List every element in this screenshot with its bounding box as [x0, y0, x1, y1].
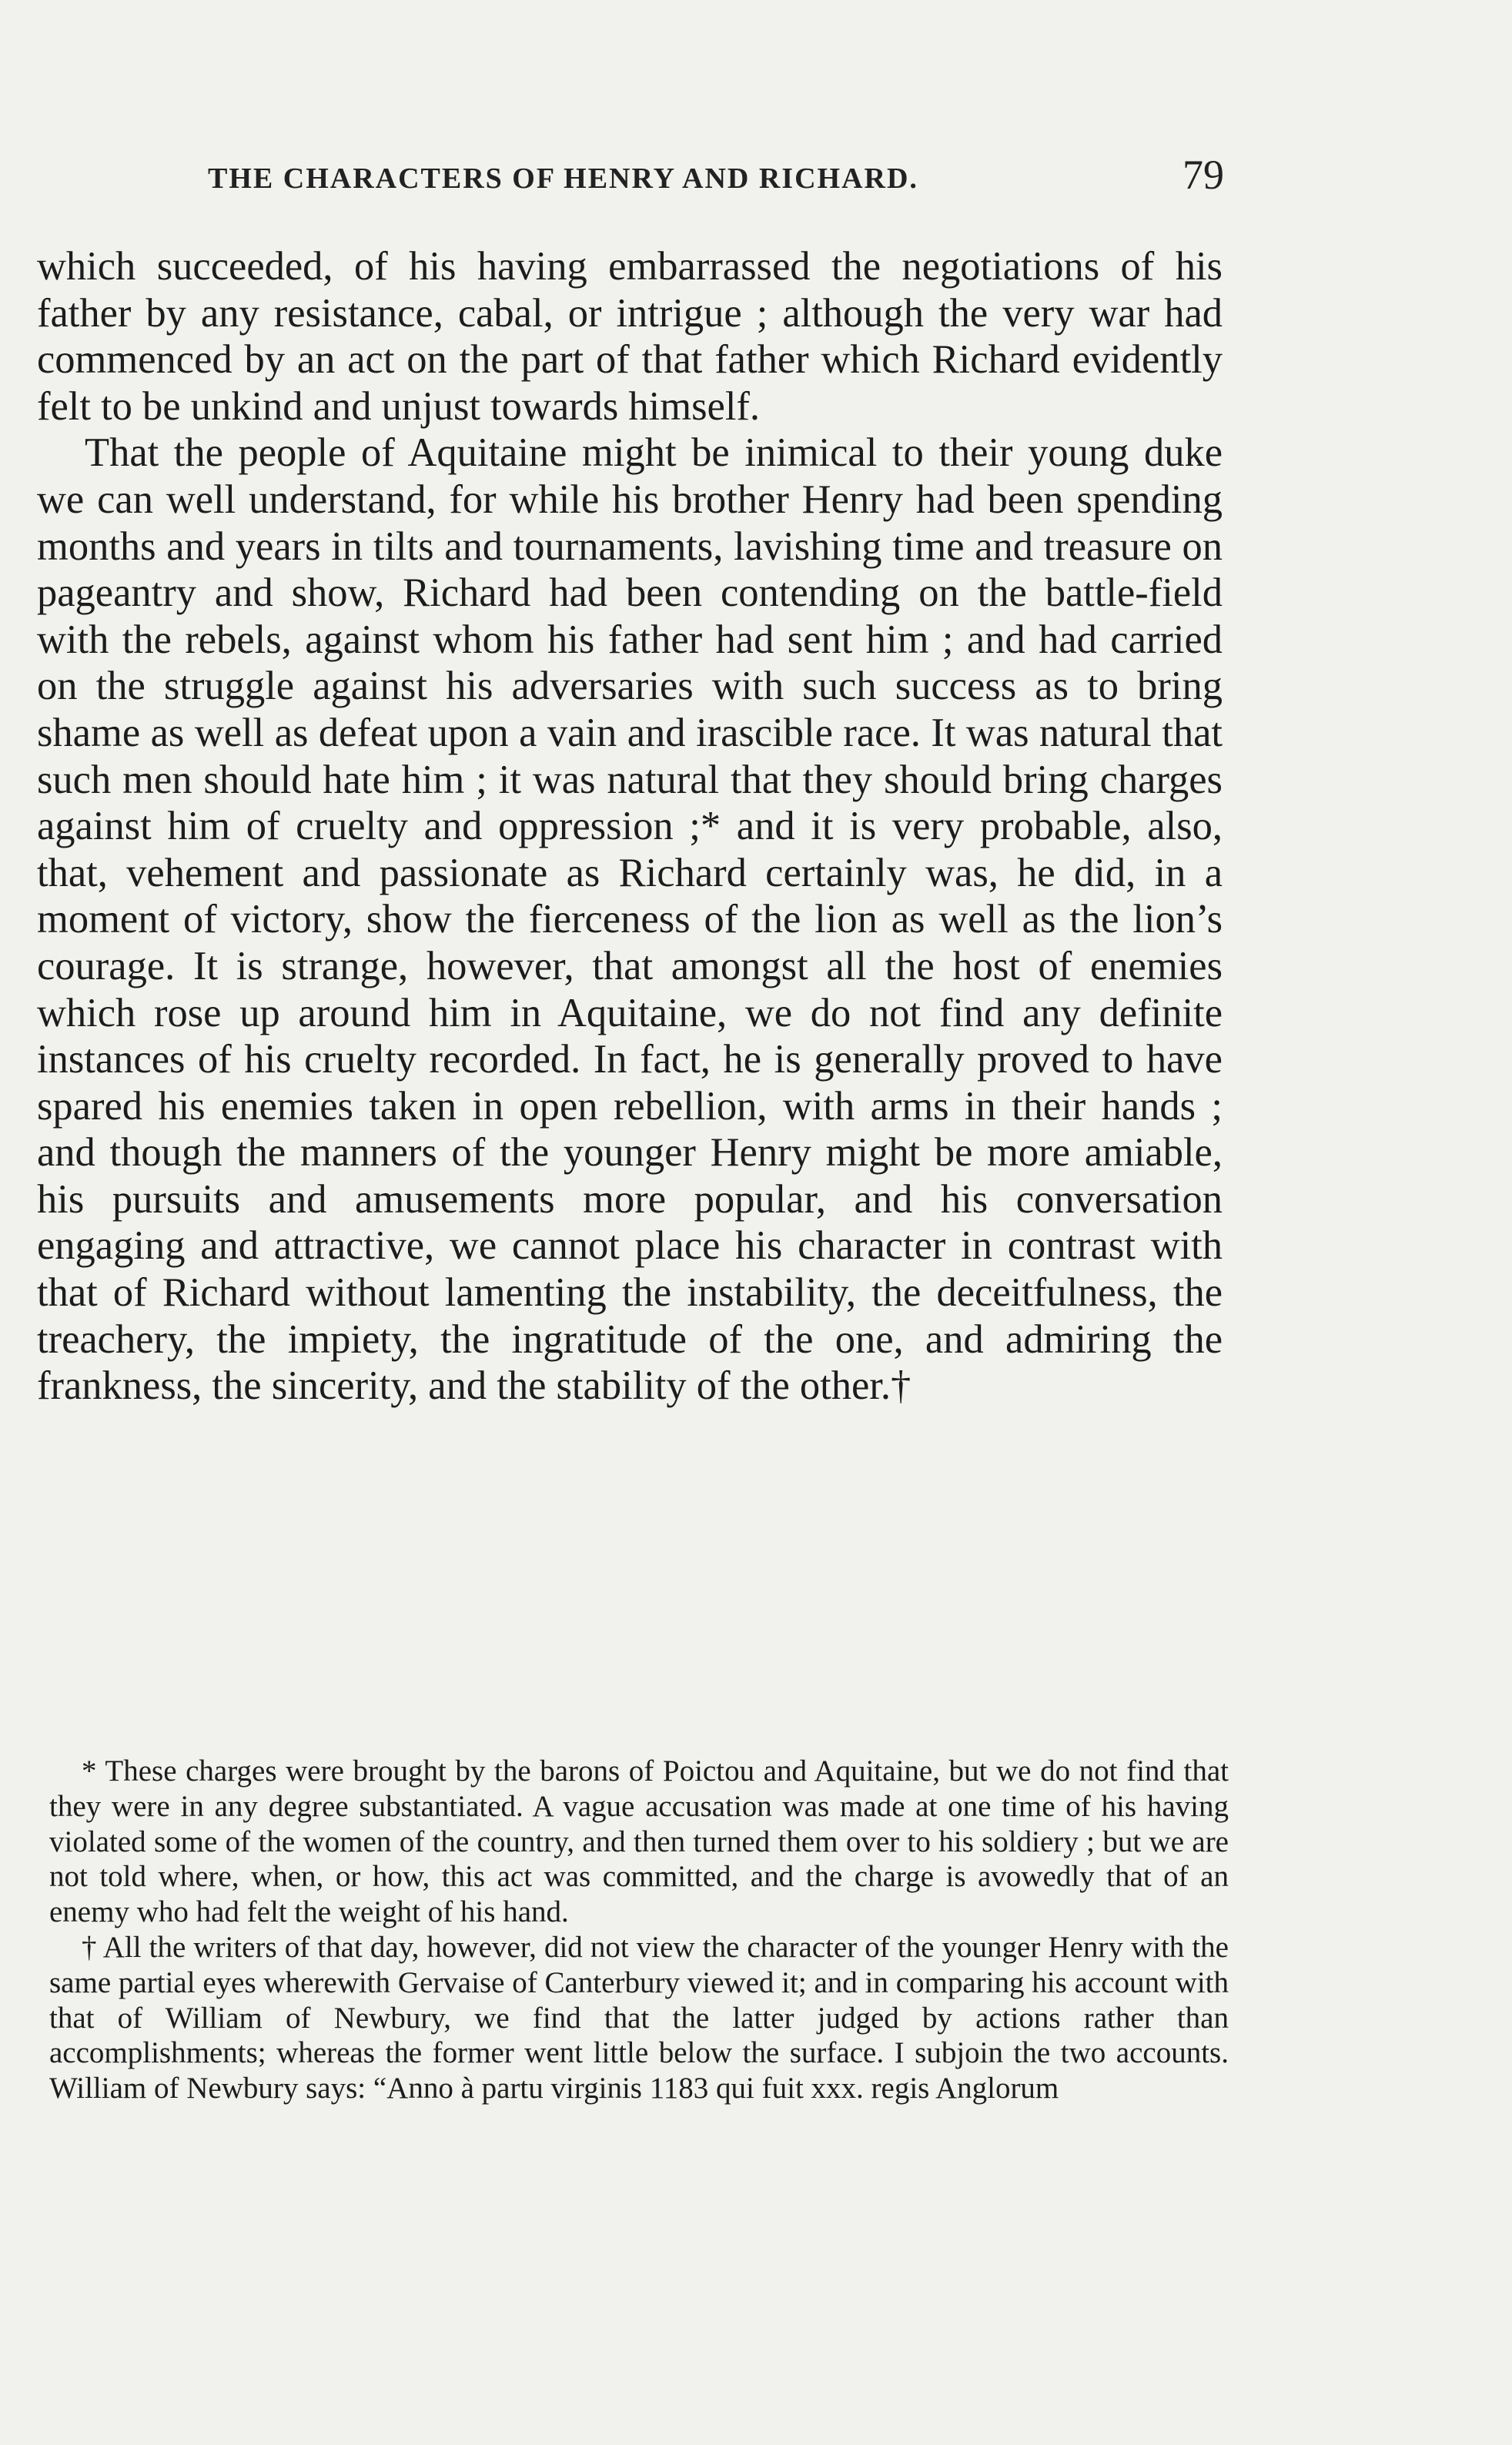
running-title: THE CHARACTERS OF HENRY AND RICHARD.: [208, 162, 918, 195]
running-head: [208, 151, 1224, 205]
main-text: [37, 243, 1223, 1410]
footnotes: [49, 1754, 1229, 2106]
footnote-dagger: † All the writers of that day, however, did not view the character of the younger Henry with the same partial eyes wherewith Gervaise of Canterbury viewed it; and in comparing his account with that of William of Newbury, we find that the latter judged by actions rather than accomplishments; whereas the former went little below the surface. I subjoin the two accounts. William of Newbury says: “Anno à partu virginis 1183 qui fuit xxx. regis Anglorum: [49, 1930, 1229, 2106]
page-number: 79: [1183, 152, 1224, 198]
body-paragraph-continued: which succeeded, of his having embarrassed the negotiations of his father by any resistance, cabal, or intrigue ; although the very war had commenced by an act on the part of that father which Richard evidently felt to be unkind and unjust towards himself.: [37, 244, 1223, 429]
body-paragraph: That the people of Aquitaine might be inimical to their young duke we can well understand, for while his brother Henry had been spending months and years in tilts and tournaments, lavishing time and treasure on pageantry and show, Richard had been contending on the battle-field with the rebels, against whom his father had sent him ; and had carried on the struggle against his adversaries with such success as to bring shame as well as defeat upon a vain and irascible race. It was natural that such men should hate him ; it was natural that they should bring charges against him of cruelty and oppression ;* and it is very probable, also, that, vehement and passionate as Richard certainly was, he did, in a moment of victory, show the fierceness of the lion as well as the lion’s courage. It is strange, however, that amongst all the host of enemies which rose up around him in Aquitaine, we do not find any definite instances of his cruelty recorded. In fact, he is generally proved to have spared his enemies taken in open rebellion, with arms in their hands ; and though the manners of the younger Henry might be more amiable, his pursuits and amusements more popular, and his conversation engaging and attractive, we cannot place his character in contrast with that of Richard without lamenting the instability, the deceitfulness, the treachery, the impiety, the ingratitude of the one, and admiring the frankness, the sincerity, and the stability of the other.†: [37, 430, 1223, 1409]
footnote-asterisk: * These charges were brought by the barons of Poictou and Aquitaine, but we do not find that they were in any degree substantiated. A vague accusation was made at one time of his having violated some of the women of the country, and then turned them over to his soldiery ; but we are not told where, when, or how, this act was committed, and the charge is avowedly that of an enemy who had felt the weight of his hand.: [49, 1754, 1229, 1929]
